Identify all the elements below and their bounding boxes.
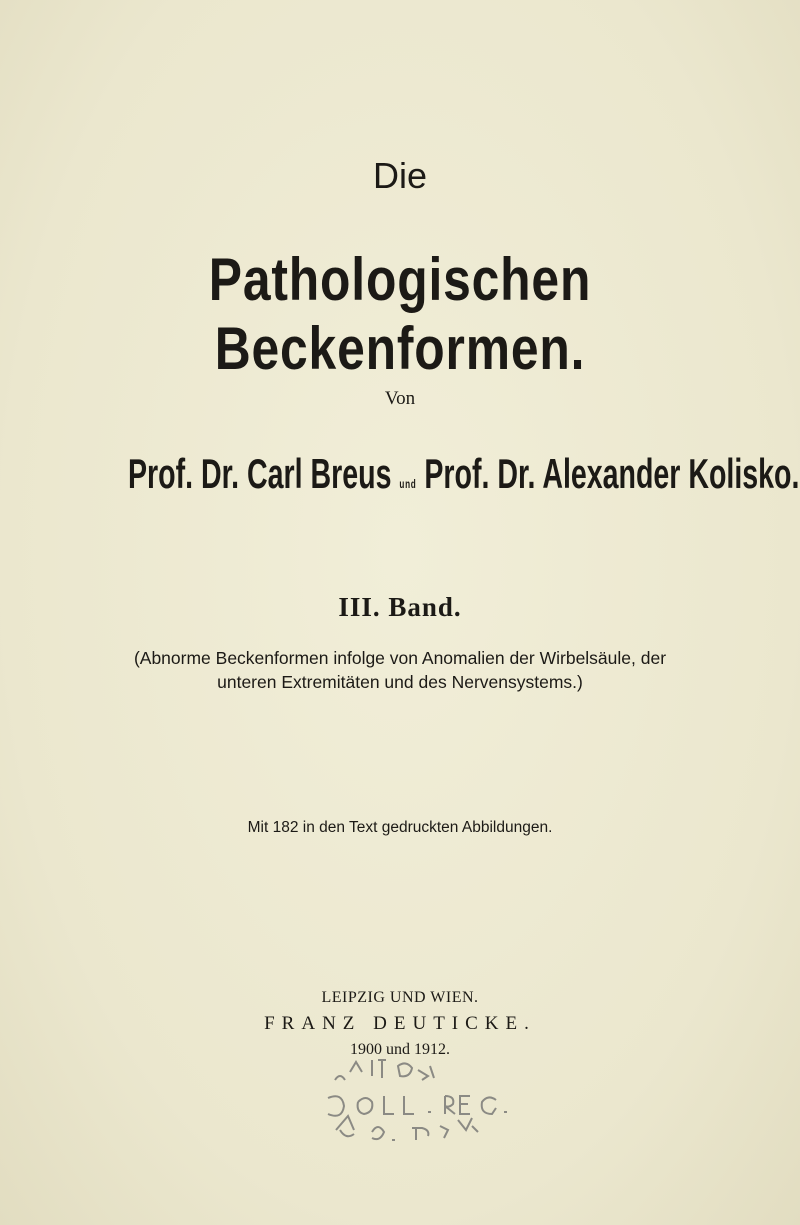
by-line: Von (384, 388, 416, 409)
author-1: Prof. Dr. Carl Breus (128, 450, 392, 497)
authors-line (128, 450, 800, 498)
title-article: Die (372, 155, 428, 196)
main-title: Pathologischen Beckenformen. (208, 246, 592, 382)
subtitle-line-1: (Abnorme Beckenformen infolge von Anomalien der Wirbelsäule, der (133, 648, 667, 668)
author-2: Prof. Dr. Alexander Kolisko. (424, 450, 800, 497)
imprint-place: LEIPZIG UND WIEN. (321, 989, 479, 1006)
imprint (0, 985, 800, 1063)
imprint-years: 1900 und 1912. (350, 1041, 450, 1058)
subtitle (0, 646, 800, 694)
subtitle-line-2: unteren Extremitäten und des Nervensystems.) (217, 672, 583, 692)
author-conjunction: und (399, 477, 417, 491)
volume-label: III. Band. (338, 592, 462, 622)
imprint-publisher: FRANZ DEUTICKE. (264, 1013, 536, 1034)
illustrations-note: Mit 182 in den Text gedruckten Abbildungen. (247, 819, 553, 836)
